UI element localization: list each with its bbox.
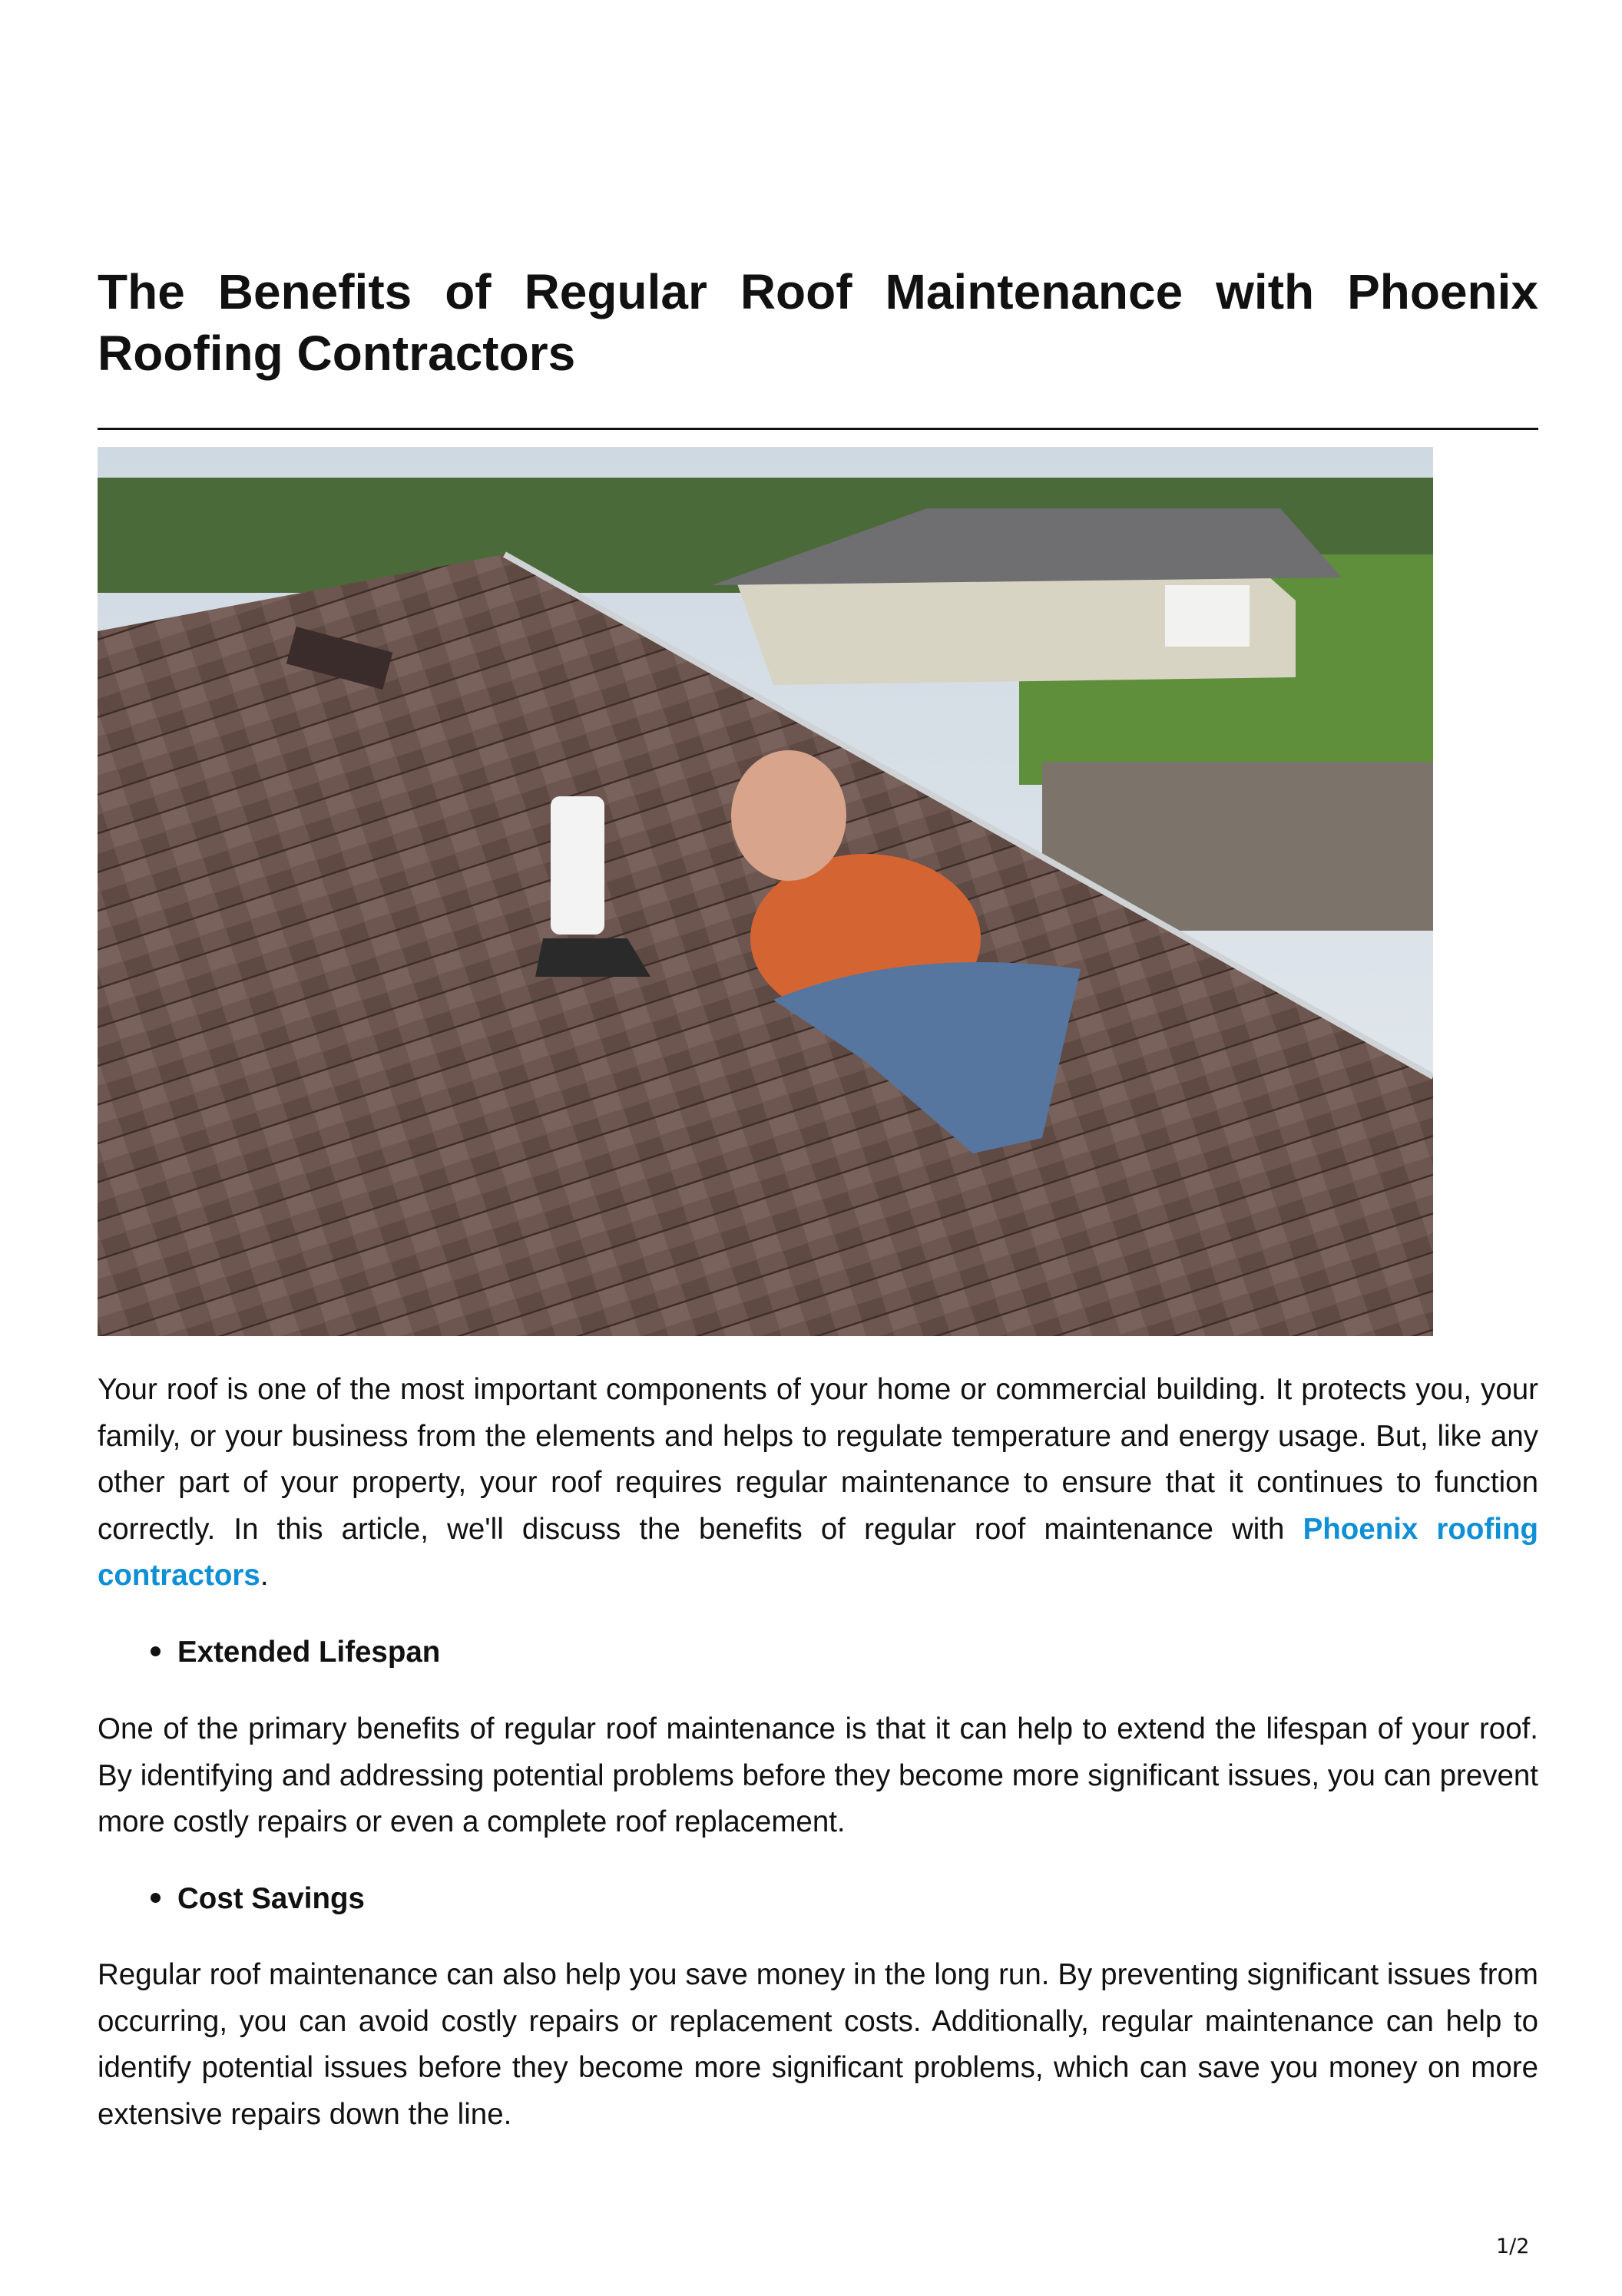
bullet-icon bbox=[151, 1646, 161, 1656]
page-number: 1/2 bbox=[1496, 2235, 1530, 2258]
section-heading-text: Cost Savings bbox=[177, 1882, 365, 1915]
title-divider bbox=[98, 428, 1538, 430]
intro-text: Your roof is one of the most important components of your home or commercial building. It protects you, your family, or your business from the elements and helps to regulate temperature and energy usage. But, like any other part of your property, your roof requires regular maintenance to ensure that it continues to function correctly. In this article, we'll discuss the benefits of regular roof maintenance with bbox=[98, 1373, 1538, 1546]
section-heading-text: Extended Lifespan bbox=[177, 1636, 441, 1669]
section-body-extended-lifespan: One of the primary benefits of regular roof maintenance is that it can help to extend the lifespan of your roof. By identifying and addressing potential problems before they become more significant issues, you can prevent more costly repairs or even a complete roof replacement. bbox=[98, 1712, 1538, 1838]
phoenix-roofing-contractors-link[interactable]: Phoenix roofing contractors bbox=[98, 1512, 1538, 1592]
bullet-icon bbox=[151, 1893, 161, 1903]
article-title: The Benefits of Regular Roof Maintenance with Phoenix Roofing Contractors bbox=[98, 264, 1538, 381]
roofer-photo bbox=[98, 447, 1433, 1336]
section-heading-extended-lifespan bbox=[151, 1629, 440, 1676]
intro-end: . bbox=[260, 1559, 269, 1592]
section-heading-cost-savings bbox=[151, 1876, 365, 1922]
intro-paragraph bbox=[98, 1367, 1538, 1600]
section-body-cost-savings: Regular roof maintenance can also help you save money in the long run. By preventing significant issues from occurring, you can avoid costly repairs or replacement costs. Additionally, regular maintenance can help to identify potential issues before they become more significant problems, which can save you money on more extensive repairs down the line. bbox=[98, 1958, 1538, 2131]
